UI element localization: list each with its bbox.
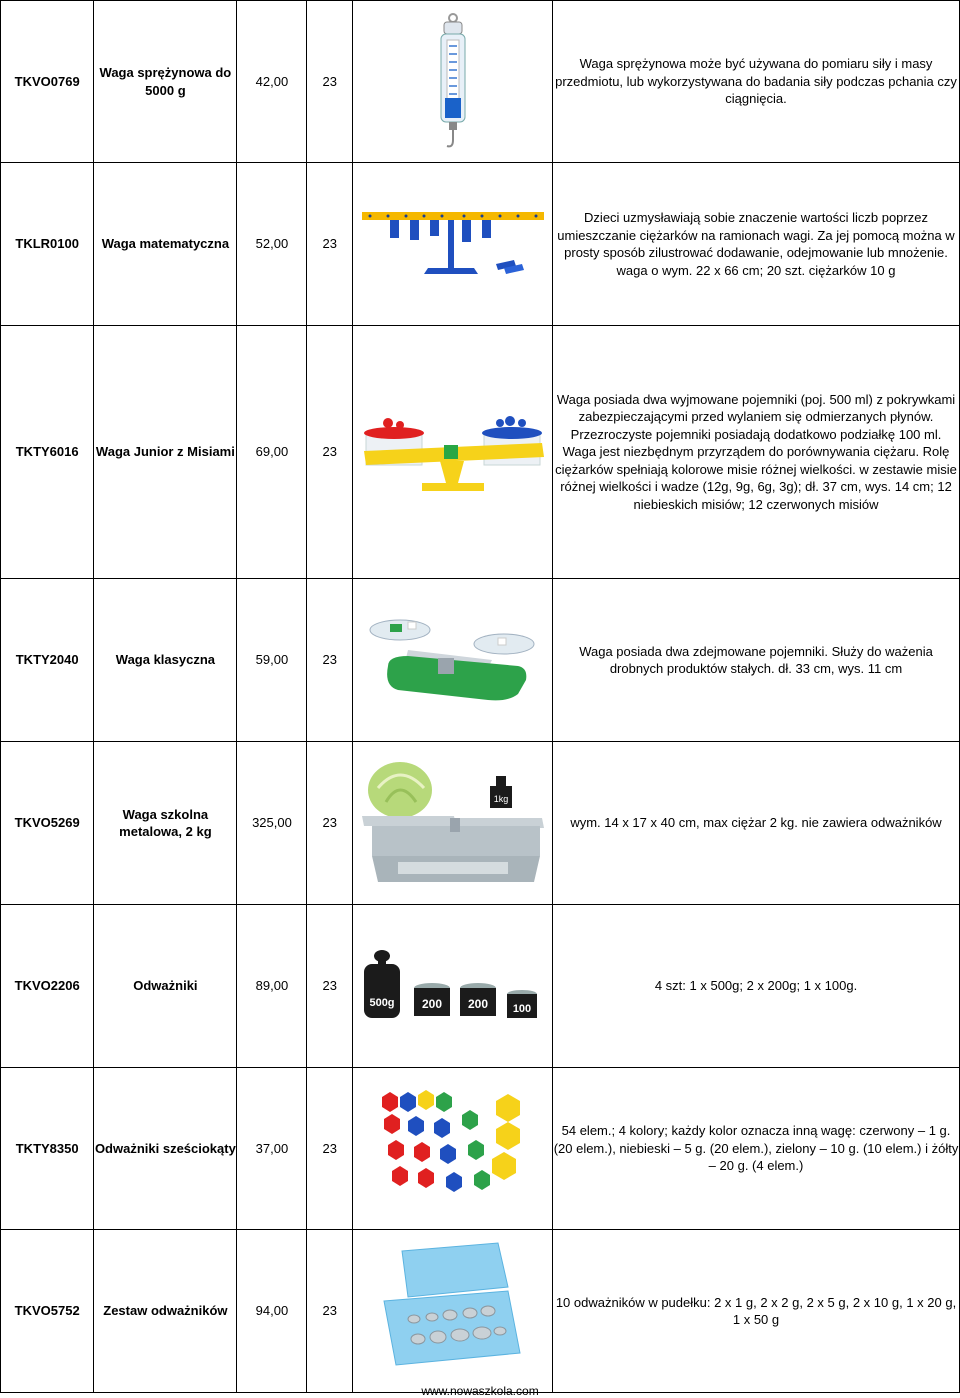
product-image-cell [353, 1, 553, 163]
weights-box-image [378, 1241, 528, 1381]
product-price: 42,00 [237, 1, 307, 163]
math-balance-image [358, 204, 548, 284]
metal-school-scale-image [358, 758, 548, 888]
table-row [1, 1, 960, 163]
product-price: 37,00 [237, 1068, 307, 1230]
product-description: 4 szt: 1 x 500g; 2 x 200g; 1 x 100g. [553, 905, 960, 1068]
weights-set-image [360, 944, 546, 1028]
product-code: TKTY2040 [1, 579, 94, 742]
product-image-cell [353, 905, 553, 1068]
table-row [1, 905, 960, 1068]
product-vat: 23 [307, 742, 353, 905]
table-row [1, 579, 960, 742]
product-description: 10 odważników w pudełku: 2 x 1 g, 2 x 2 g, 2 x 5 g, 2 x 10 g, 1 x 20 g, 1 x 50 g [553, 1230, 960, 1393]
product-price: 69,00 [237, 326, 307, 579]
table-row [1, 326, 960, 579]
weight-label: 500g [369, 997, 395, 1009]
table-row [1, 742, 960, 905]
product-vat: 23 [307, 163, 353, 326]
product-name: Odważniki [94, 905, 237, 1068]
weight-label: 1kg [493, 794, 508, 804]
product-vat: 23 [307, 905, 353, 1068]
product-vat: 23 [307, 1230, 353, 1393]
weight-label: 200 [467, 997, 488, 1011]
product-image-cell [353, 326, 553, 579]
product-name: Zestaw odważników [94, 1230, 237, 1393]
product-image-cell [353, 742, 553, 905]
product-description: Waga posiada dwa zdejmowane pojemniki. Służy do ważenia drobnych produktów stałych. dł. 33 cm, wys. 11 cm [553, 579, 960, 742]
product-vat: 23 [307, 579, 353, 742]
weight-label: 100 [512, 1003, 531, 1015]
product-code: TKVO2206 [1, 905, 94, 1068]
product-image-cell [353, 579, 553, 742]
product-code: TKTY6016 [1, 326, 94, 579]
table-row [1, 1068, 960, 1230]
product-price: 94,00 [237, 1230, 307, 1393]
product-name: Waga klasyczna [94, 579, 237, 742]
product-name: Waga Junior z Misiami [94, 326, 237, 579]
junior-bear-balance-image [360, 407, 546, 497]
table-row [1, 1230, 960, 1393]
product-description: Dzieci uzmysławiają sobie znaczenie wartości liczb poprzez umieszczanie ciężarków na ramionach wagi. Za jej pomocą można w prosty sposób zilustrować dodawanie, odejmowanie lub mnożenie. waga o wym. 22 x 66 cm; 20 szt. ciężarków 10 g [553, 163, 960, 326]
table-row [1, 163, 960, 326]
product-price: 89,00 [237, 905, 307, 1068]
product-image-cell [353, 1068, 553, 1230]
product-name: Waga matematyczna [94, 163, 237, 326]
product-vat: 23 [307, 1, 353, 163]
product-name: Odważniki sześciokąty [94, 1068, 237, 1230]
product-code: TKTY8350 [1, 1068, 94, 1230]
product-vat: 23 [307, 326, 353, 579]
product-vat: 23 [307, 1068, 353, 1230]
product-price: 52,00 [237, 163, 307, 326]
product-image-cell [353, 163, 553, 326]
product-name: Waga szkolna metalowa, 2 kg [94, 742, 237, 905]
product-image-cell [353, 1230, 553, 1393]
footer-url: www.nowaszkola.com [421, 1384, 539, 1398]
classic-balance-image [368, 610, 538, 710]
product-code: TKLR0100 [1, 163, 94, 326]
product-description: wym. 14 x 17 x 40 cm, max ciężar 2 kg. nie zawiera odważników [553, 742, 960, 905]
product-price: 325,00 [237, 742, 307, 905]
product-code: TKVO0769 [1, 1, 94, 163]
weight-label: 200 [421, 997, 442, 1011]
product-description: 54 elem.; 4 kolory; każdy kolor oznacza inną wagę: czerwony – 1 g. (20 elem.), niebieski – 5 g. (20 elem.), zielony – 10 g. (10 elem.) i żółty – 20 g. (4 elem.) [553, 1068, 960, 1230]
spring-scale-image [423, 12, 483, 152]
product-description: Waga sprężynowa może być używana do pomiaru siły i masy przedmiotu, lub wykorzystywana do badania siły podczas pchania czy ciągnięcia. [553, 1, 960, 163]
hexagon-weights-image [378, 1089, 528, 1209]
product-code: TKVO5269 [1, 742, 94, 905]
product-name: Waga sprężynowa do 5000 g [94, 1, 237, 163]
product-price: 59,00 [237, 579, 307, 742]
product-description: Waga posiada dwa wyjmowane pojemniki (poj. 500 ml) z pokrywkami zabezpieczającymi przed wylaniem się odmierzanych płynów. Przezroczyste pojemniki posiadają dodatkowo podziałkę 100 ml. Waga jest niezbędnym przyrządem do porównywania ciężaru. Rolę ciężarków spełniają kolorowe misie różnej wielkości. w zestawie misie różnej wielkości i wadze (12g, 9g, 6g, 3g); dł. 37 cm, wys. 14 cm; 12 niebieskich misiów; 12 czerwonych misiów [553, 326, 960, 579]
product-code: TKVO5752 [1, 1230, 94, 1393]
